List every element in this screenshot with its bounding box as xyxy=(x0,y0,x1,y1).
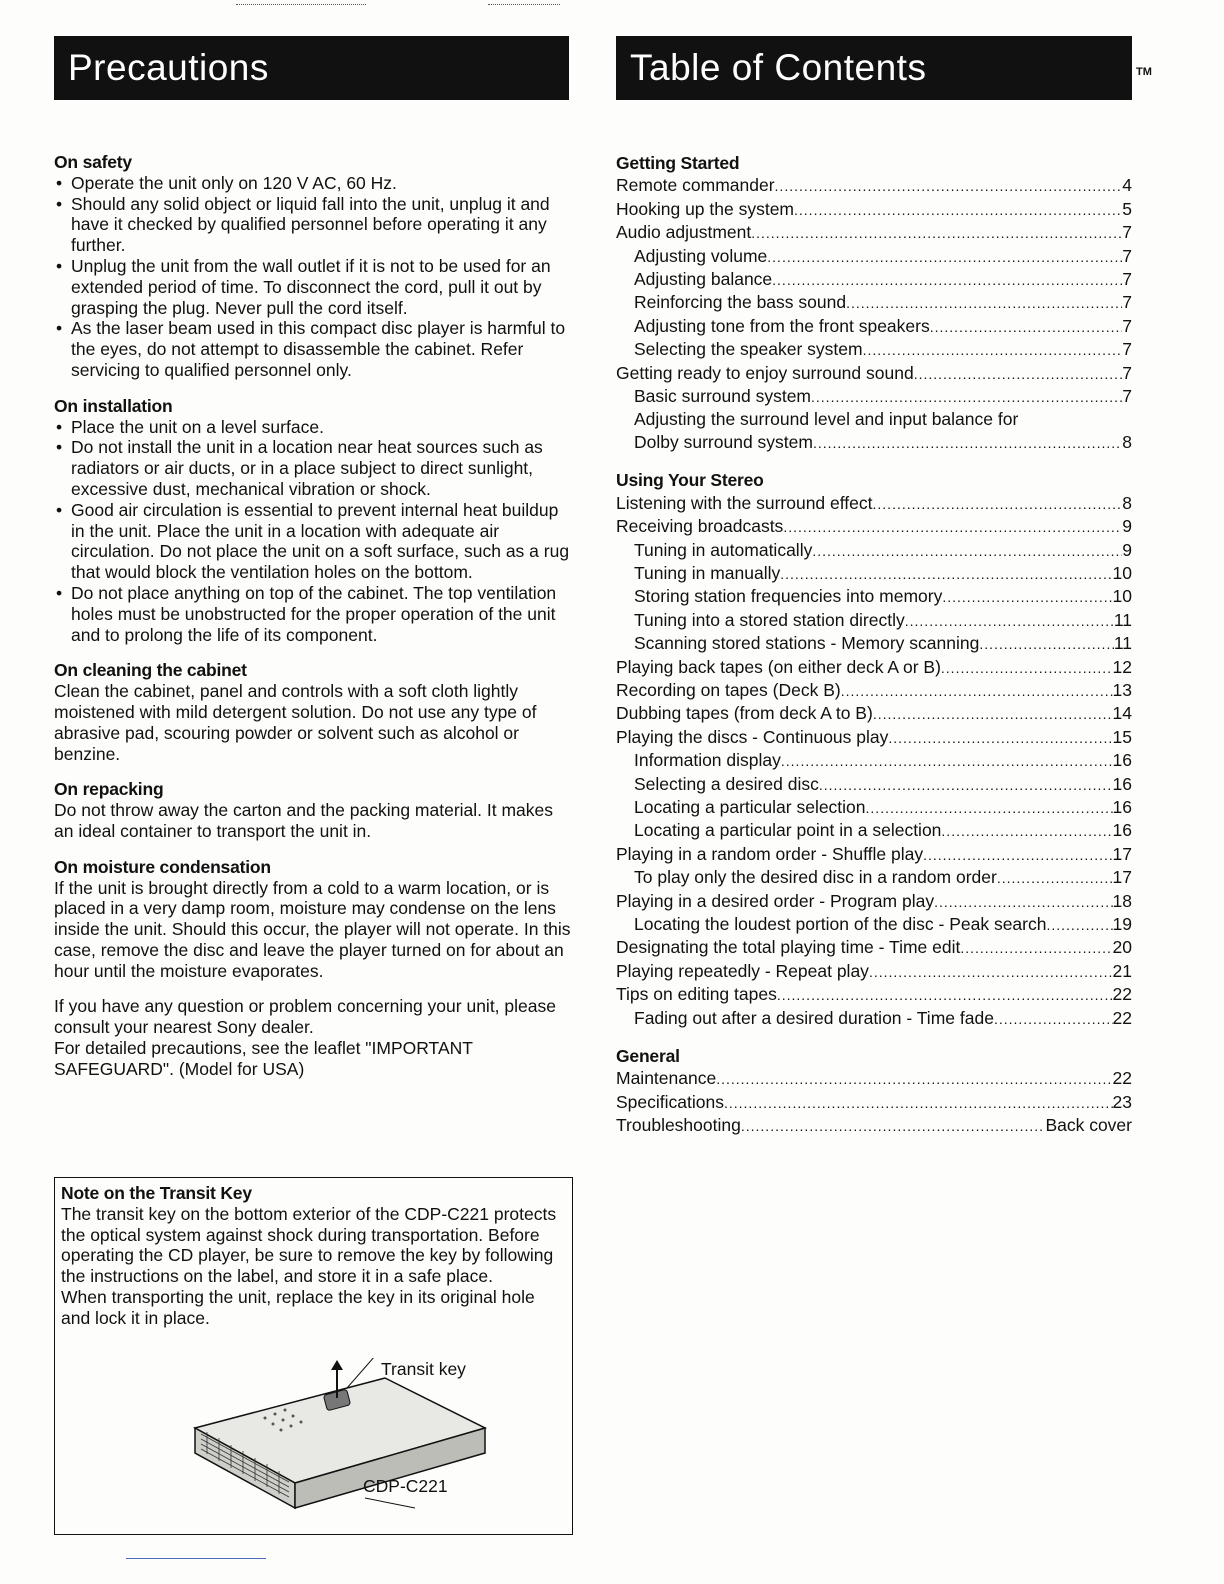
note-heading: Note on the Transit Key xyxy=(61,1183,252,1203)
dot-leader xyxy=(812,539,1122,562)
toc-entry xyxy=(616,749,1132,772)
toc-entry-label: Playing back tapes (on either deck A or B) xyxy=(616,656,941,677)
toc-entry-label: Designating the total playing time - Time edit xyxy=(616,937,961,958)
toc-entry xyxy=(616,983,1132,1006)
toc-entry xyxy=(616,198,1132,221)
toc-entry-label: Specifications xyxy=(616,1091,724,1112)
toc-page-number: 7 xyxy=(1122,315,1132,336)
toc-section xyxy=(616,469,1132,1030)
toc-entry xyxy=(616,656,1132,679)
trademark-mark: TM xyxy=(1136,66,1152,78)
bullet-list xyxy=(54,173,574,381)
toc-entry-label: Tuning in manually xyxy=(634,562,781,583)
toc-entry-label: Playing repeatedly - Repeat play xyxy=(616,960,869,981)
toc-entry-label: Recording on tapes (Deck B) xyxy=(616,679,841,700)
toc-entry xyxy=(616,431,1132,454)
dot-leader xyxy=(905,609,1114,632)
toc-page-number: 22 xyxy=(1112,984,1132,1005)
bullet-item: • As the laser beam used in this compact disc player is harmful to the eyes, do not attempt to disassemble the cabinet. Refer servicing to qualified personnel only. xyxy=(54,318,574,380)
toc-entry-label: Playing the discs - Continuous play xyxy=(616,726,889,747)
toc-entry xyxy=(616,1067,1132,1090)
toc-page-number: 4 xyxy=(1122,175,1132,196)
toc-entry xyxy=(616,1007,1132,1030)
closing-notes xyxy=(54,996,574,1079)
toc-entry-label: Information display xyxy=(634,750,781,771)
dot-leader xyxy=(775,174,1123,197)
toc-entry xyxy=(616,866,1132,889)
dot-leader xyxy=(866,796,1113,819)
toc-page-number: 7 xyxy=(1122,339,1132,360)
toc-page-number: 10 xyxy=(1112,586,1132,607)
toc-entry xyxy=(616,843,1132,866)
precaution-section xyxy=(54,660,574,764)
scan-artifact-line xyxy=(236,4,366,6)
toc-page-number: 8 xyxy=(1122,492,1132,513)
toc-entry-label: Maintenance xyxy=(616,1068,717,1089)
toc-page-number: 20 xyxy=(1112,937,1132,958)
bullet-item: • Operate the unit only on 120 V AC, 60 Hz. xyxy=(54,173,574,194)
toc-entry-label: Receiving broadcasts xyxy=(616,516,784,537)
precaution-section xyxy=(54,152,574,381)
toc-entry-label: Selecting the speaker system xyxy=(634,339,863,360)
toc-entry xyxy=(616,913,1132,936)
dot-leader xyxy=(1046,913,1112,936)
toc-entry-label: Getting ready to enjoy surround sound xyxy=(616,362,914,383)
toc-entry xyxy=(616,679,1132,702)
dot-leader xyxy=(873,702,1113,725)
dot-leader xyxy=(994,1007,1113,1030)
toc-banner: Table of Contents xyxy=(616,36,1132,100)
toc-page-number: 11 xyxy=(1113,633,1132,654)
toc-entry-label: Locating the loudest portion of the disc - Peak search xyxy=(634,914,1047,934)
bullet-item: • Do not install the unit in a location near heat sources such as radiators or air ducts, or in a place subject to direct sunlight, excessive dust, mechanical vibration or shock. xyxy=(54,437,574,499)
dot-leader xyxy=(997,866,1113,889)
toc-entry xyxy=(616,539,1132,562)
cd-player-illustration xyxy=(175,1358,535,1528)
dot-leader xyxy=(914,362,1123,385)
section-heading: On moisture condensation xyxy=(54,856,271,877)
toc-entry xyxy=(616,562,1132,585)
dot-leader xyxy=(979,632,1114,655)
model-leader-line xyxy=(365,1498,415,1508)
toc-page-number: 21 xyxy=(1112,960,1132,981)
toc-entry-label: Tips on editing tapes xyxy=(616,984,777,1005)
toc-page-number: Back cover xyxy=(1045,1115,1132,1136)
toc-entry-label: Adjusting the surround level and input balance for xyxy=(634,409,1019,430)
model-label: CDP-C221 xyxy=(363,1476,448,1496)
toc-entry-label: Storing station frequencies into memory xyxy=(634,586,943,607)
toc-page-number: 8 xyxy=(1122,431,1132,452)
dot-leader xyxy=(783,515,1122,538)
toc-entry xyxy=(616,315,1132,338)
closing-note: If you have any question or problem concerning your unit, please consult your nearest Sony dealer. xyxy=(54,996,556,1038)
dot-leader xyxy=(841,679,1113,702)
toc-entry xyxy=(616,726,1132,749)
toc-entry-label: Scanning stored stations - Memory scanning xyxy=(634,633,980,654)
toc-page-number: 16 xyxy=(1112,796,1132,817)
dot-leader xyxy=(741,1114,1046,1137)
toc-section-heading: Getting Started xyxy=(616,153,740,173)
dot-leader xyxy=(811,385,1122,408)
toc-entry xyxy=(616,936,1132,959)
dot-leader xyxy=(777,983,1113,1006)
toc-page-number: 19 xyxy=(1112,914,1132,934)
dot-leader xyxy=(869,960,1113,983)
section-text: Do not throw away the carton and the packing material. It makes an ideal container to transport the unit in. xyxy=(54,800,554,841)
footer-rule xyxy=(126,1558,266,1559)
toc-entry-label: To play only the desired disc in a random order xyxy=(634,867,997,888)
toc-entry-label: Basic surround system xyxy=(634,386,812,407)
toc-entry xyxy=(616,291,1132,314)
dot-leader xyxy=(846,291,1122,314)
dot-leader xyxy=(923,843,1112,866)
precautions-banner: Precautions xyxy=(54,36,569,100)
toc-page-number: 9 xyxy=(1122,516,1132,537)
dot-leader xyxy=(781,749,1113,772)
toc-page-number: 7 xyxy=(1122,292,1132,313)
dot-leader xyxy=(941,819,1112,842)
dot-leader xyxy=(813,431,1122,454)
note-paragraph: When transporting the unit, replace the key in its original hole and lock it in place. xyxy=(61,1286,535,1328)
toc-entry xyxy=(616,609,1132,632)
key-arrowhead xyxy=(331,1360,343,1370)
toc-entry xyxy=(616,585,1132,608)
toc-page-number: 17 xyxy=(1112,843,1132,864)
toc-page-number: 7 xyxy=(1122,269,1132,290)
toc-entry-label: Locating a particular selection xyxy=(634,796,866,817)
toc-entry xyxy=(616,221,1132,244)
section-text: If the unit is brought directly from a cold to a warm location, or is placed in a very damp room, moisture may condense on the lens inside the unit. Should this occur, the player will not operate. In this case, remove the disc and leave the player turned on for about an hour until the moisture evaporates. xyxy=(54,877,571,981)
dot-leader xyxy=(934,890,1112,913)
toc-page-number: 15 xyxy=(1112,726,1132,747)
bullet-item: • Good air circulation is essential to prevent internal heat buildup in the unit. Place the unit in a location with adequate air circulation. Do not place the unit on a soft surface, such as a rug that would block the ventilation holes on the bottom. xyxy=(54,500,574,583)
toc-page-number: 17 xyxy=(1112,867,1132,888)
toc-page-number: 5 xyxy=(1122,198,1132,219)
toc-page-number: 7 xyxy=(1122,245,1132,266)
dot-leader xyxy=(724,1091,1113,1114)
toc-entry-label: Hooking up the system xyxy=(616,198,795,219)
toc-page-number: 16 xyxy=(1112,820,1132,841)
toc-entry-label: Tuning into a stored station directly xyxy=(634,609,905,630)
toc-page-number: 12 xyxy=(1112,656,1132,677)
toc-entry-label: Selecting a desired disc xyxy=(634,773,819,794)
toc-section xyxy=(616,1045,1132,1138)
dot-leader xyxy=(794,198,1122,221)
toc-entry-label: Remote commander xyxy=(616,175,775,196)
dot-leader xyxy=(716,1067,1112,1090)
toc-entry xyxy=(616,796,1132,819)
toc-entry xyxy=(616,174,1132,197)
toc-page-number: 7 xyxy=(1122,222,1132,243)
dot-leader xyxy=(772,268,1122,291)
dot-leader xyxy=(930,315,1123,338)
toc-page-number: 23 xyxy=(1112,1091,1132,1112)
toc-entry xyxy=(616,819,1132,842)
toc-section xyxy=(616,152,1132,454)
toc-entry xyxy=(616,773,1132,796)
toc-entry xyxy=(616,960,1132,983)
toc-page-number: 7 xyxy=(1122,362,1132,383)
section-heading: On safety xyxy=(54,152,132,172)
toc-column xyxy=(616,152,1132,1153)
toc-page-number: 7 xyxy=(1122,386,1132,407)
bullet-item: • Do not place anything on top of the cabinet. The top ventilation holes must be unobstructed for the proper operation of the unit and to prolong the life of its component. xyxy=(54,583,574,645)
toc-entry-label: Fading out after a desired duration - Time fade xyxy=(634,1007,994,1028)
closing-note: For detailed precautions, see the leaflet "IMPORTANT SAFEGUARD". (Model for USA) xyxy=(54,1038,473,1079)
toc-entry-label: Tuning in automatically xyxy=(634,539,813,560)
section-heading: On installation xyxy=(54,395,173,416)
dot-leader xyxy=(942,585,1112,608)
toc-entry xyxy=(616,268,1132,291)
dot-leader xyxy=(780,562,1112,585)
toc-entry-label: Dubbing tapes (from deck A to B) xyxy=(616,703,873,724)
toc-entry-label: Troubleshooting xyxy=(616,1115,741,1136)
section-text: Clean the cabinet, panel and controls with a soft cloth lightly moistened with mild detergent solution. Do not use any type of abrasive pad, scouring powder or solvent such as alcohol or benzine. xyxy=(54,681,537,764)
toc-entry xyxy=(616,702,1132,725)
toc-entry-label: Playing in a desired order - Program play xyxy=(616,890,935,911)
dot-leader xyxy=(819,773,1113,796)
toc-entry xyxy=(616,492,1132,515)
toc-page-number: 22 xyxy=(1112,1007,1132,1028)
toc-entry-label: Adjusting volume xyxy=(634,245,768,266)
precaution-section xyxy=(54,396,574,646)
toc-page-number: 14 xyxy=(1112,703,1132,724)
dot-leader xyxy=(873,492,1123,515)
toc-entry xyxy=(616,515,1132,538)
precautions-column xyxy=(54,152,574,1080)
toc-entry xyxy=(616,338,1132,361)
section-heading: On repacking xyxy=(54,779,164,800)
dot-leader xyxy=(941,656,1113,679)
toc-page-number: 11 xyxy=(1113,609,1132,630)
note-paragraph: The transit key on the bottom exterior of the CDP-C221 protects the optical system against shock during transportation. Before operating the CD player, be sure to remove the key by following the instructions on the label, and store it in a safe place. xyxy=(61,1203,557,1287)
toc-page-number: 18 xyxy=(1112,890,1132,911)
toc-entry xyxy=(616,890,1132,913)
bullet-item: • Place the unit on a level surface. xyxy=(54,417,574,438)
dot-leader xyxy=(960,936,1112,959)
dot-leader xyxy=(863,338,1123,361)
transit-key-label: Transit key xyxy=(381,1359,466,1379)
toc-entry-label: Audio adjustment xyxy=(616,222,752,243)
toc-entry-label: Reinforcing the bass sound xyxy=(634,292,847,313)
bullet-item: • Unplug the unit from the wall outlet if it is not to be used for an extended period of time. To disconnect the cord, pull it out by grasping the plug. Never pull the cord itself. xyxy=(54,256,574,318)
toc-entry xyxy=(616,362,1132,385)
toc-entry xyxy=(616,1091,1132,1114)
toc-entry-label: Adjusting balance xyxy=(634,269,773,290)
toc-page-number: 10 xyxy=(1112,562,1132,583)
toc-section-heading: General xyxy=(616,1046,680,1067)
toc-entry xyxy=(616,1114,1132,1137)
bullet-item: • Should any solid object or liquid fall into the unit, unplug it and have it checked by qualified personnel before operating it any further. xyxy=(54,194,574,256)
dot-leader xyxy=(751,221,1122,244)
transit-key-note xyxy=(54,1177,573,1535)
toc-page-number: 13 xyxy=(1112,679,1132,700)
toc-entry xyxy=(616,385,1132,408)
toc-section-heading: Using Your Stereo xyxy=(616,470,764,491)
toc-entry xyxy=(616,632,1132,655)
toc-page-number: 22 xyxy=(1112,1068,1132,1089)
toc-entry xyxy=(616,245,1132,268)
toc-entry-label: Playing in a random order - Shuffle play xyxy=(616,843,924,864)
scan-artifact-line xyxy=(488,4,560,6)
toc-page-number: 9 xyxy=(1122,539,1132,560)
toc-entry-label: Locating a particular point in a selection xyxy=(634,820,942,841)
bullet-list xyxy=(54,417,574,646)
toc-entry-label: Dolby surround system xyxy=(634,431,813,452)
precaution-section xyxy=(54,779,574,841)
section-heading: On cleaning the cabinet xyxy=(54,660,247,681)
toc-entry-label: Listening with the surround effect xyxy=(616,492,873,513)
toc-page-number: 16 xyxy=(1112,773,1132,794)
toc-entry-label: Adjusting tone from the front speakers xyxy=(634,315,930,336)
dot-leader xyxy=(888,726,1112,749)
precaution-section xyxy=(54,857,574,982)
dot-leader xyxy=(767,245,1122,268)
toc-page-number: 16 xyxy=(1112,750,1132,771)
